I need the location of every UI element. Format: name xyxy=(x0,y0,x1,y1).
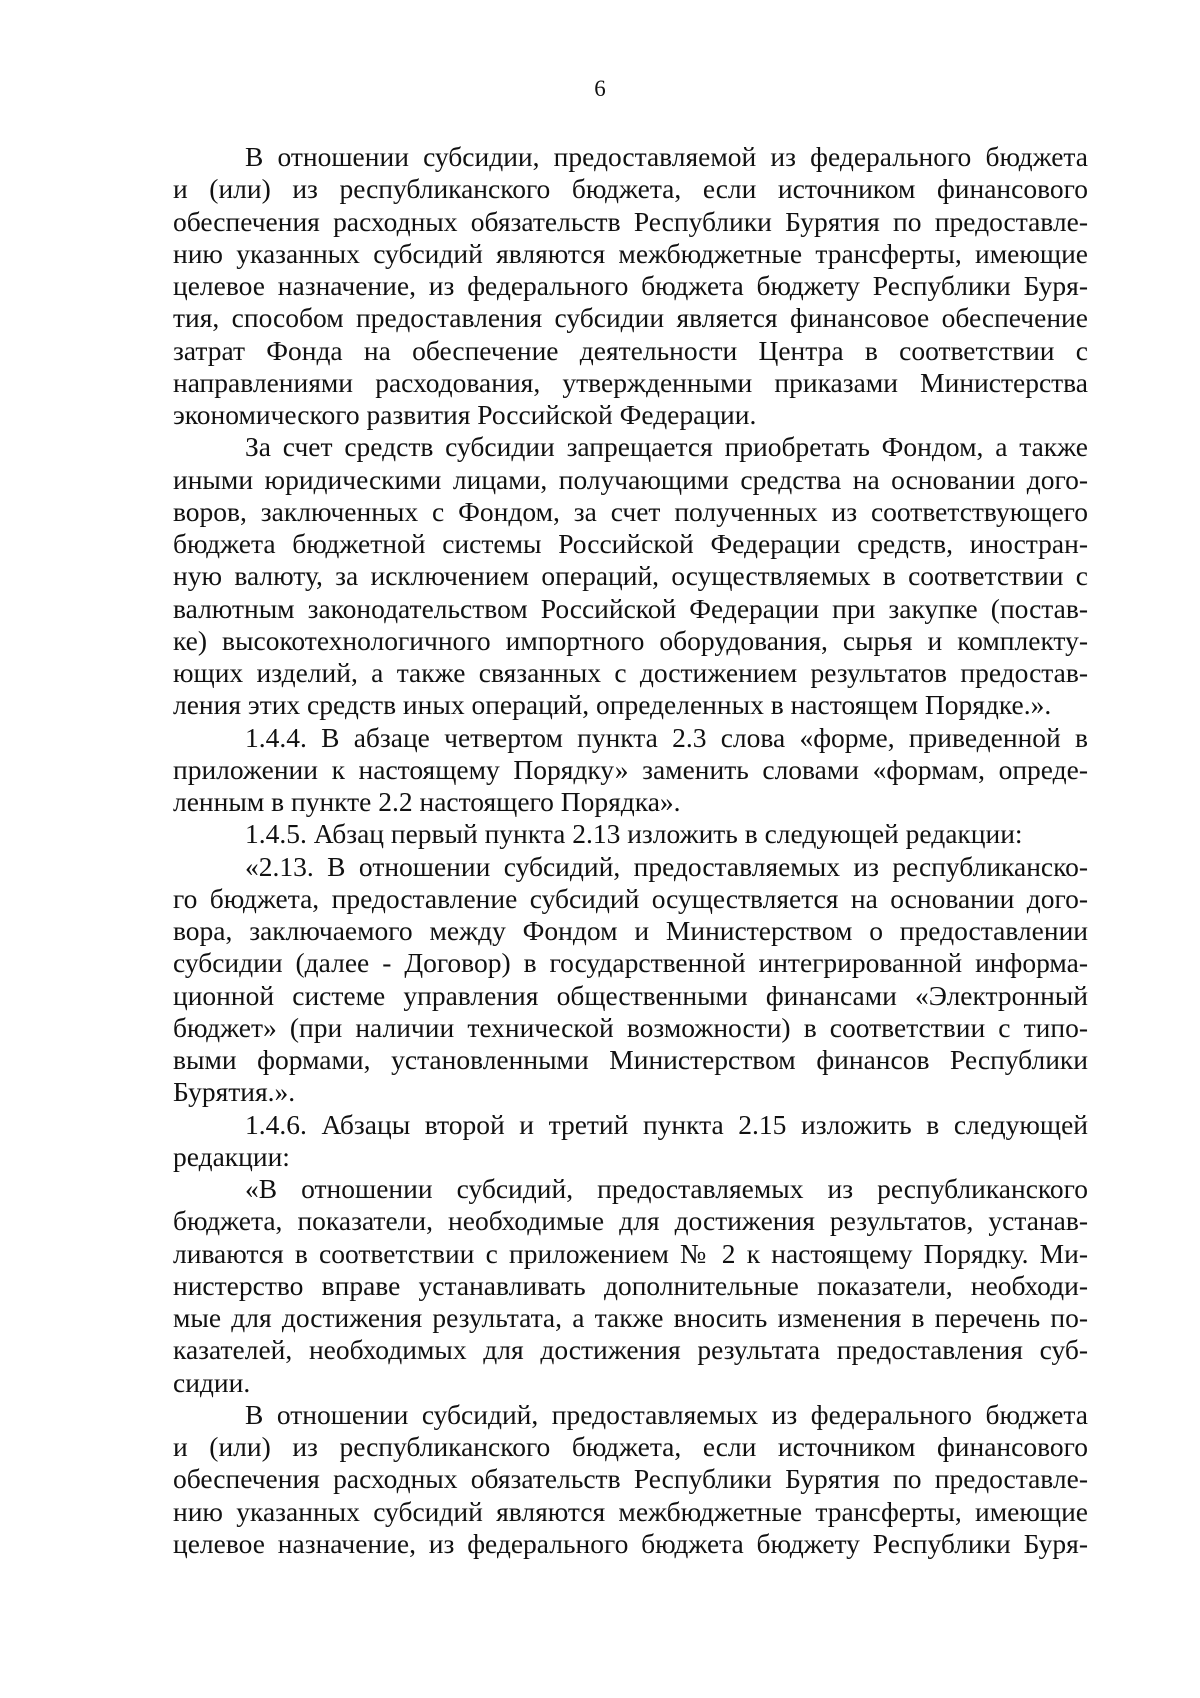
paragraph-subsidy-federal-budget xyxy=(173,141,1088,431)
text-line: ционной системе управления общественными финансами «Электронный xyxy=(173,979,1088,1011)
text-line: 1.4.5. Абзац первый пункта 2.13 изложить в следующей редакции: xyxy=(245,818,1023,850)
text-line: обеспечения расходных обязательств Республики Бурятия по предоставле- xyxy=(173,1463,1088,1495)
text-line: ющих изделий, а также связанных с достижением результатов предостав- xyxy=(173,657,1088,688)
text-line: иными юридическими лицами, получающими средства на основании дого- xyxy=(173,463,1088,495)
text-line: нию указанных субсидий являются межбюджетные трансферты, имеющие xyxy=(173,1495,1088,1527)
text-line: 1.4.4. В абзаце четвертом пункта 2.3 слова «форме, приведенной в xyxy=(245,721,1088,753)
paragraph-item-1-4-5 xyxy=(173,818,1088,850)
paragraph-item-1-4-4 xyxy=(173,722,1088,819)
text-line: ке) высокотехнологичного импортного оборудования, сырья и комплекту- xyxy=(173,624,1088,656)
text-line: За счет средств субсидии запрещается приобретать Фондом, а также xyxy=(245,431,1088,463)
document-body xyxy=(173,141,1088,1560)
paragraph-clause-2-13 xyxy=(173,851,1088,1109)
text-line: нию указанных субсидий являются межбюджетные трансферты, имеющие xyxy=(173,237,1088,269)
text-line: ления этих средств иных операций, определенных в настоящем Порядке.». xyxy=(173,689,1052,721)
text-line: направлениями расходования, утвержденными приказами Министерства xyxy=(173,366,1088,398)
text-line: выми формами, установленными Министерством финансов Республики xyxy=(173,1044,1088,1075)
text-line: бюджет» (при наличии технической возможности) в соответствии с типо- xyxy=(173,1011,1088,1043)
text-line: ленным в пункте 2.2 настоящего Порядка». xyxy=(173,786,681,817)
text-line: Бурятия.». xyxy=(173,1076,296,1108)
text-line: редакции: xyxy=(173,1140,290,1172)
text-line: экономического развития Российской Федерации. xyxy=(173,399,757,430)
text-line: и (или) из республиканского бюджета, если источником финансового xyxy=(173,173,1088,205)
text-line: субсидии (далее - Договор) в государственной интегрированной информа- xyxy=(173,947,1088,979)
text-line: тия, способом предоставления субсидии является финансовое обеспечение xyxy=(173,302,1088,334)
text-line: вора, заключаемого между Фондом и Министерством о предоставлении xyxy=(173,915,1088,946)
text-line: 1.4.6. Абзацы второй и третий пункта 2.15 изложить в следующей xyxy=(245,1108,1088,1140)
text-line: и (или) из республиканского бюджета, если источником финансового xyxy=(173,1431,1088,1462)
text-line: «В отношении субсидий, предоставляемых из республиканского xyxy=(245,1173,1088,1204)
text-line: затрат Фонда на обеспечение деятельности Центра в соответствии с xyxy=(173,334,1088,366)
text-line: целевое назначение, из федерального бюджета бюджету Республики Буря- xyxy=(173,270,1088,301)
paragraph-subsidies-federal-budget xyxy=(173,1399,1088,1560)
paragraph-indicators xyxy=(173,1173,1088,1399)
text-line: валютным законодательством Российской Федерации при закупке (постав- xyxy=(173,592,1088,624)
text-line: сидии. xyxy=(173,1366,251,1398)
text-line: казателей, необходимых для достижения результата предоставления суб- xyxy=(173,1334,1088,1366)
text-line: В отношении субсидии, предоставляемой из федерального бюджета xyxy=(245,141,1088,172)
text-line: обеспечения расходных обязательств Республики Бурятия по предоставле- xyxy=(173,205,1088,237)
text-line: «2.13. В отношении субсидий, предоставляемых из республиканско- xyxy=(245,850,1088,882)
paragraph-item-1-4-6 xyxy=(173,1109,1088,1174)
text-line: го бюджета, предоставление субсидий осуществляется на основании дого- xyxy=(173,882,1088,914)
text-line: приложении к настоящему Порядку» заменить словами «формам, опреде- xyxy=(173,753,1088,785)
paragraph-prohibition-currency xyxy=(173,431,1088,721)
text-line: мые для достижения результата, а также вносить изменения в перечень по- xyxy=(173,1302,1088,1333)
text-line: бюджета бюджетной системы Российской Федерации средств, иностран- xyxy=(173,528,1088,559)
page-number: 6 xyxy=(594,76,606,101)
text-line: воров, заключенных с Фондом, за счет полученных из соответствующего xyxy=(173,495,1088,527)
text-line: целевое назначение, из федерального бюджета бюджету Республики Буря- xyxy=(173,1527,1088,1559)
text-line: нистерство вправе устанавливать дополнительные показатели, необходи- xyxy=(173,1269,1088,1301)
text-line: ливаются в соответствии с приложением № 2 к настоящему Порядку. Ми- xyxy=(173,1237,1088,1269)
text-line: В отношении субсидий, предоставляемых из федерального бюджета xyxy=(245,1398,1088,1430)
text-line: бюджета, показатели, необходимые для достижения результатов, устанав- xyxy=(173,1205,1088,1237)
text-line: ную валюту, за исключением операций, осуществляемых в соответствии с xyxy=(173,560,1088,592)
